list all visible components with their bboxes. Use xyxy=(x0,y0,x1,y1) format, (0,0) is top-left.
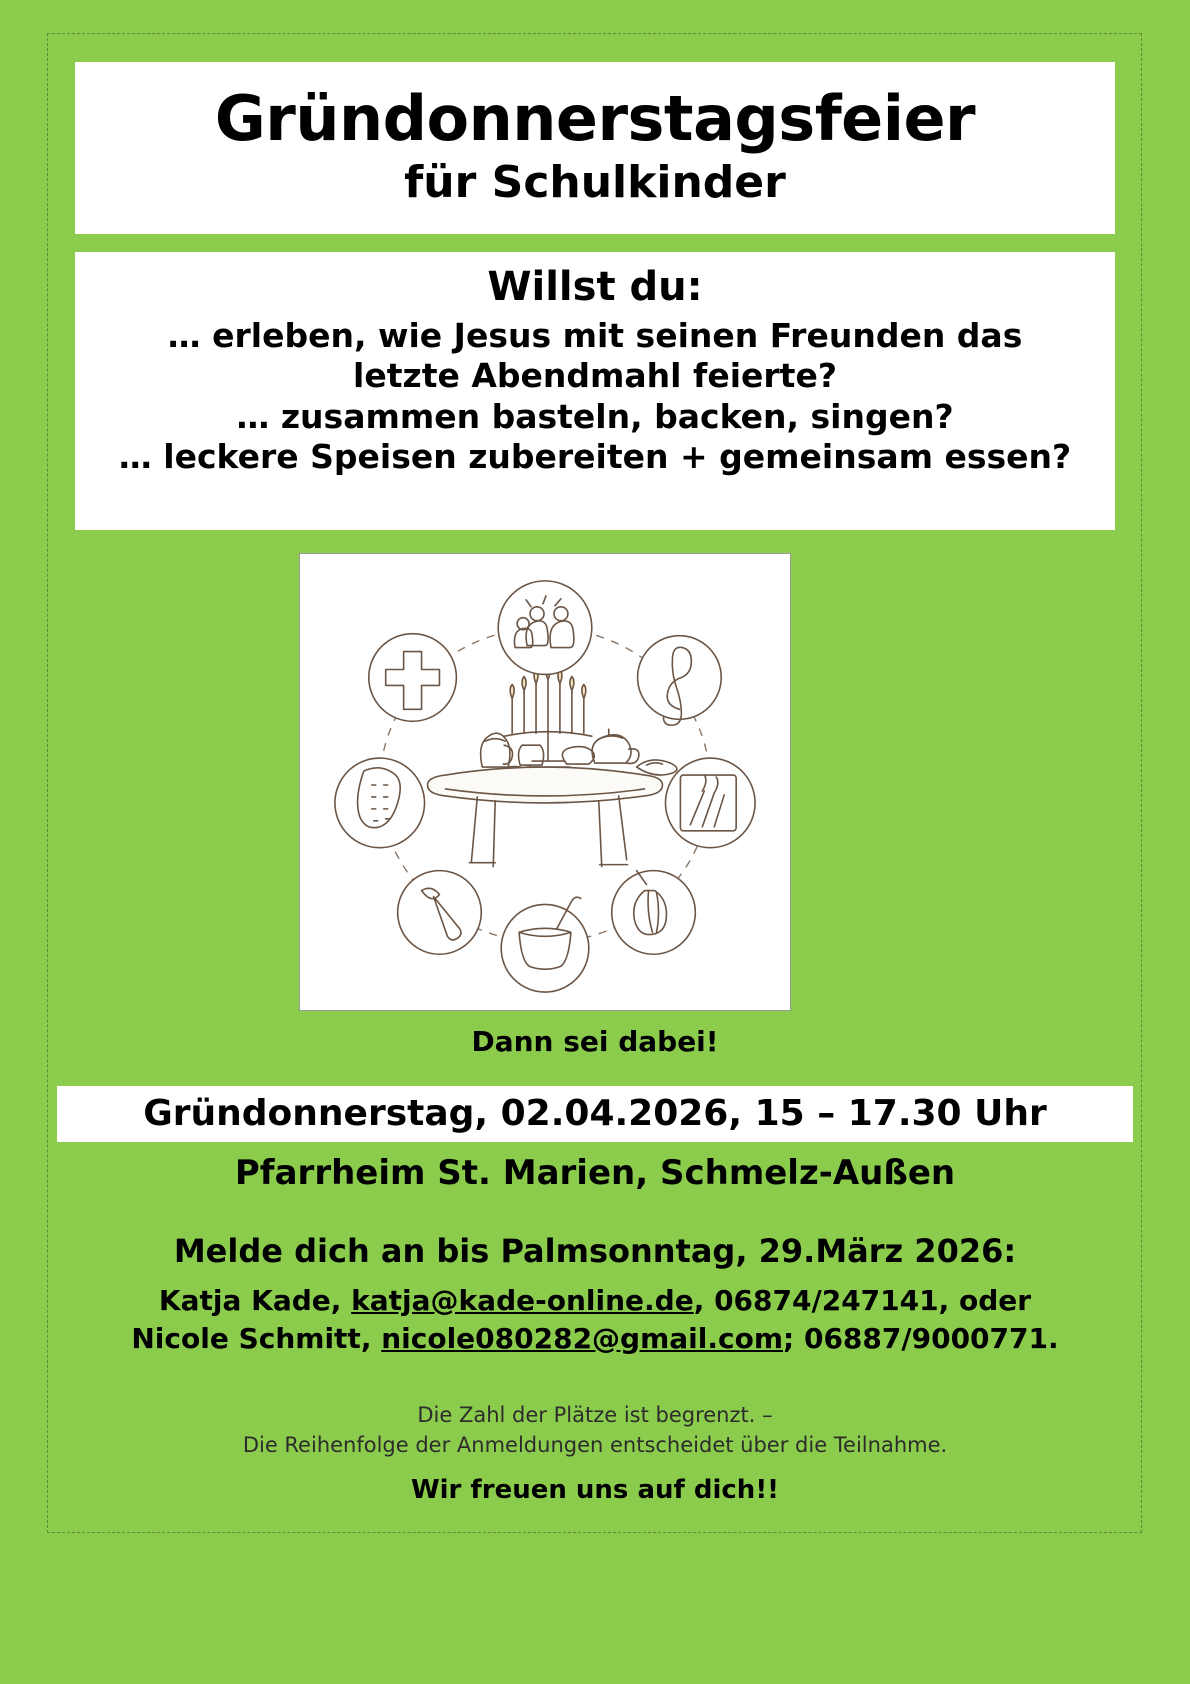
cross-icon xyxy=(369,634,457,722)
title-block xyxy=(75,62,1115,234)
contact-1-phone: , 06874/247141, oder xyxy=(693,1284,1032,1317)
contact-2-name: Nicole Schmitt, xyxy=(131,1321,372,1355)
footnote-line-1: Die Zahl der Plätze ist begrenzt. – xyxy=(417,1403,773,1427)
registration-block xyxy=(0,1232,1190,1358)
whisk-icon xyxy=(612,871,696,955)
questions-block xyxy=(75,252,1115,530)
page-title: Gründonnerstagsfeier xyxy=(214,82,976,155)
matches-icon xyxy=(665,758,755,848)
event-date-block xyxy=(57,1086,1133,1142)
contact-2-phone: ; 06887/9000771. xyxy=(783,1321,1059,1355)
question-line: … erleben, wie Jesus mit seinen Freunden das xyxy=(167,316,1023,355)
illustration-caption: Dann sei dabei! xyxy=(471,1025,719,1058)
seder-illustration-svg xyxy=(300,554,790,1010)
event-date: Gründonnerstag, 02.04.2026, 15 – 17.30 Uhr xyxy=(143,1093,1047,1134)
question-line: letzte Abendmahl feierte? xyxy=(353,356,837,396)
illustration xyxy=(299,553,791,1011)
seder-table-center xyxy=(428,666,677,867)
contact-1-name: Katja Kade, xyxy=(158,1284,342,1317)
pot-icon xyxy=(501,897,589,992)
footnote-block xyxy=(0,1400,1190,1505)
contact-2-email-link[interactable]: nicole080282@gmail.com xyxy=(381,1321,784,1355)
registration-heading: Melde dich an bis Palmsonntag, 29.März 2026: xyxy=(173,1232,1017,1270)
contact-1-email-link[interactable]: katja@kade-online.de xyxy=(351,1284,694,1317)
grater-icon xyxy=(335,758,425,848)
question-line: … zusammen basteln, backen, singen? xyxy=(236,396,954,436)
treble-clef-icon xyxy=(638,636,722,726)
closing-line: Wir freuen uns auf dich!! xyxy=(410,1474,780,1505)
questions-heading: Willst du: xyxy=(487,264,703,310)
page-subtitle: für Schulkinder xyxy=(404,157,786,209)
contact-row-2 xyxy=(0,1320,1190,1358)
knife-icon xyxy=(398,871,482,955)
figures-icon xyxy=(498,581,592,675)
footnote-line-2: Die Reihenfolge der Anmeldungen entscheidet über die Teilnahme. xyxy=(242,1433,948,1458)
question-line: … leckere Speisen zubereiten + gemeinsam essen? xyxy=(118,436,1072,476)
event-place: Pfarrheim St. Marien, Schmelz-Außen xyxy=(234,1153,956,1193)
contact-row-1 xyxy=(0,1282,1190,1320)
